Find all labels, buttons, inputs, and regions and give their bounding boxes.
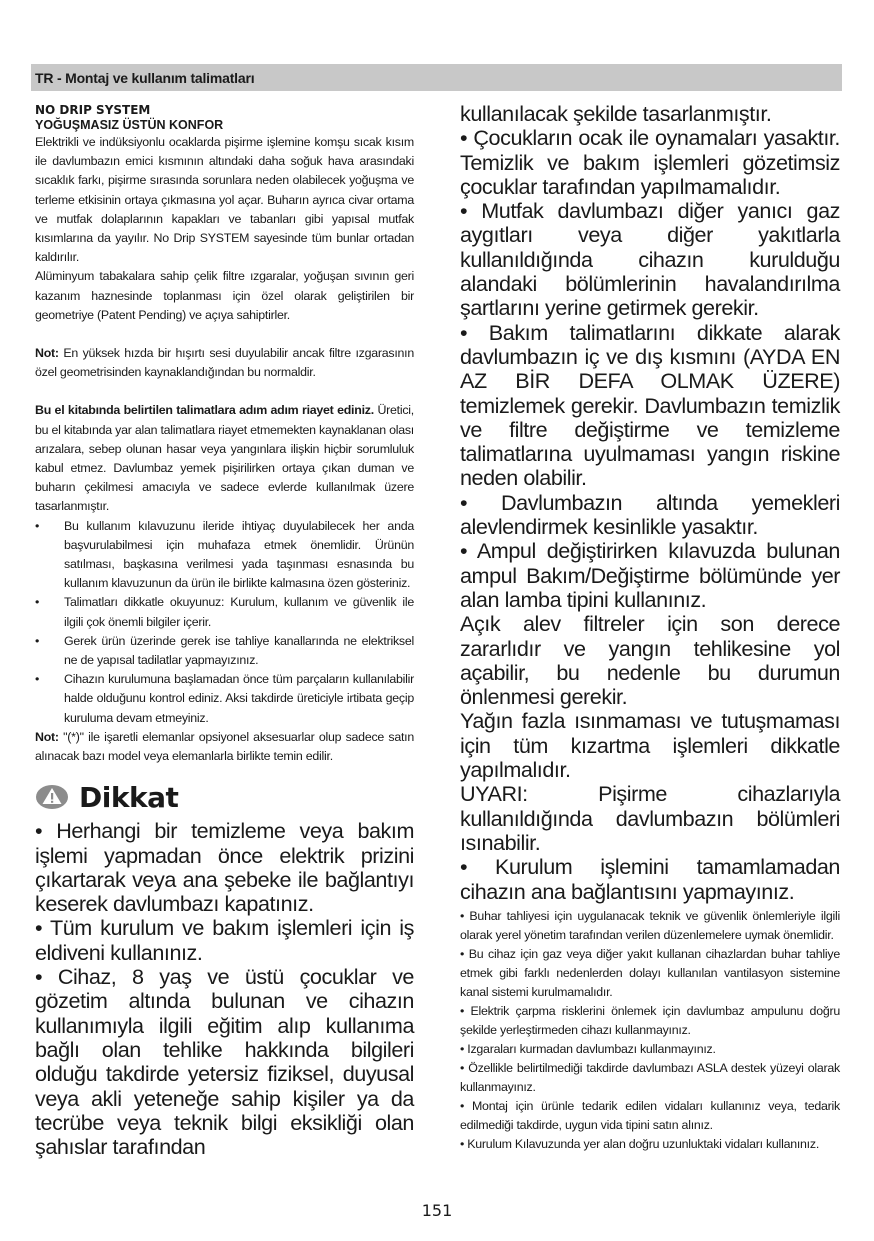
- warning-paragraph: • Cihaz, 8 yaş ve üstü çocuklar ve gözetim altında bulunan ve cihazın kullanımıyla ilgili eğitim alıp kullanıma bağlı olan tehlike hakkında bilgileri olduğu takdirde yetersiz fiziksel, duyusal veya akli yeteneğe sahip kişiler ya da tecrübe veya teknik bilgi eksikliği olan şahıslar tarafından: [35, 964, 414, 1160]
- instructions-text: Üretici, bu el kitabında yar alan talimatlara riayet etmemekten kaynaklanan olası arızalara, sebep olunan hasar veya yangınlara ilişkin hiçbir sorumluluk kabul etmez. Davlumbaz yemek pişirilirken ortaya çıkan duman ve buharın çekilmesi amacıyla ve sadece evlerde kullanılmak üzere tasarlanmıştır.: [35, 403, 414, 514]
- bullet-marker: •: [35, 672, 40, 687]
- note-label: Not:: [35, 346, 59, 361]
- safety-item: • Kurulum Kılavuzunda yer alan doğru uzunluktaki vidaları kullanınız.: [460, 1136, 820, 1151]
- page-number: 151: [421, 1201, 453, 1220]
- list-item: • Talimatları dikkatle okuyunuz: Kurulum, kullanım ve güvenlik ile ilgili çok önemli bilgiler içerir.: [35, 595, 414, 629]
- bullet-marker: •: [35, 518, 40, 533]
- warning-paragraph: Yağın fazla ısınmaması ve tutuşmaması için tüm kızartma işlemleri dikkatle yapılmalıdır.: [460, 708, 840, 783]
- header-bar: [31, 64, 842, 91]
- left-column: [35, 103, 414, 1159]
- page-title: TR - Montaj ve kullanım talimatları: [35, 70, 255, 86]
- system-title: NO DRIP SYSTEM: [35, 103, 151, 117]
- warning-paragraph: • Tüm kurulum ve bakım işlemleri için iş eldiveni kullanınız.: [35, 915, 414, 965]
- safety-item: • Izgaraları kurmadan davlumbazı kullanmayınız.: [460, 1041, 716, 1056]
- warning-paragraph: • Çocukların ocak ile oynamaları yasaktır. Temizlik ve bakım işlemleri gözetimsiz çocuklar tarafından yapılmamalıdır.: [460, 125, 840, 199]
- system-paragraph-1: Elektrikli ve indüksiyonlu ocaklarda pişirme işlemine komşu sıcak kısım ile davlumbazın emici kısmının altındaki daha soğuk hava arasındaki sıcaklık farkı, pişirme sırasında sorunlara neden olabilecek yoğuşma ve terleme etkisinin ortaya çıkmasına yol açar. Buharın ayrıca civar ortama ve mutfak dolaplarının kapakları ve tabanları gibi yapısal mutfak kısımlarına da yayılır. No Drip SYSTEM sayesinde tüm bunlar ortadan kaldırılır.: [35, 135, 414, 265]
- note-text: "(*)" ile işaretli elemanlar opsiyonel aksesuarlar olup sadece satın alınacak bazı model veya elemanlarla birlikte temin edilir.: [35, 729, 414, 764]
- instruction-bullet-list: [35, 517, 414, 728]
- note-label: Not:: [35, 729, 59, 744]
- warning-paragraph: • Kurulum işlemini tamamlamadan cihazın ana bağlantısını yapmayınız.: [460, 854, 840, 904]
- note-optional-items: [35, 728, 414, 766]
- warning-paragraph: • Herhangi bir temizleme veya bakım işlemi yapmadan önce elektrik prizini çıkartarak veya ana şebeke ile bağlantıyı keserek davlumbazı kapatınız.: [35, 818, 414, 917]
- bullet-marker: •: [35, 595, 40, 610]
- safety-item: • Elektrik çarpma risklerini önlemek için davlumbaz ampulunu doğru şekilde yerleştirmeden cihazı kullanmayınız.: [460, 1003, 840, 1037]
- instructions-paragraph: [35, 401, 414, 516]
- warning-paragraph: • Ampul değiştirirken kılavuzda bulunan ampul Bakım/Değiştirme bölümünde yer alan lamba tipini kullanınız.: [460, 538, 840, 612]
- warning-heading: [35, 779, 414, 815]
- system-subtitle: YOĞUŞMASIZ ÜSTÜN KONFOR: [35, 118, 224, 132]
- safety-item: • Montaj için ürünle tedarik edilen vidaları kullanınız veya, tedarik edilmediği takdirde, uygun vida tipini satın alınız.: [460, 1098, 840, 1132]
- warning-paragraph: kullanılacak şekilde tasarlanmıştır.: [460, 101, 772, 126]
- list-item: • Cihazın kurulumuna başlamadan önce tüm parçaların kullanılabilir halde olduğunu kontrol ediniz. Aksi takdirde üreticiyle irtibata geçip kuruluma devam etmeyiniz.: [35, 672, 414, 725]
- instructions-bold: Bu el kitabında belirtilen talimatlara adım adım riayet ediniz.: [35, 403, 374, 418]
- system-paragraph-2: Alüminyum tabakalara sahip çelik filtre ızgaralar, yoğuşan sıvının geri kazanım haznesinde toplanması için özel olarak geliştirilen bir geometriye (Patent Pending) ve açıya sahiptirler.: [35, 269, 414, 322]
- note-noise: [35, 344, 414, 382]
- safety-item: • Buhar tahliyesi için uygulanacak teknik ve güvenlik önlemleriyle ilgili olarak yerel yönetim tarafından verilen düzenlemelere uymak önemlidir.: [460, 908, 840, 942]
- list-item: • Gerek ürün üzerinde gerek ise tahliye kanallarında ne elektriksel ne de yapısal tadilatlar yapmayızınız.: [35, 633, 414, 668]
- warning-paragraph: UYARI: Pişirme cihazlarıyla kullanıldığında davlumbazın bölümleri ısınabilir.: [460, 781, 840, 855]
- warning-paragraph: Açık alev filtreler için son derece zararlıdır ve yangın tehlikesine yol açabilir, bu nedenle bu durumun önlenmesi gerekir.: [460, 611, 840, 710]
- warning-paragraph: • Mutfak davlumbazı diğer yanıcı gaz aygıtları veya diğer yakıtlarla kullanıldığında cihazın kurulduğu alandaki bölümlerinin havalandırılma şartlarını yerine getirmek gerekir.: [460, 198, 840, 321]
- right-column: [460, 102, 840, 1154]
- note-text: En yüksek hızda bir hışırtı sesi duyulabilir ancak filtre ızgarasının özel geometrisinden kaynaklandığından bu normaldir.: [35, 346, 414, 380]
- warning-paragraph: • Bakım talimatlarını dikkate alarak davlumbazın iç ve dış kısmını (AYDA EN AZ BİR DEFA OLMAK ÜZERE) temizlemek gerekir. Davlumbazın temizlik ve filtre değiştirme ve temizleme talimatlarına uyulmaması yangın riskine neden olabilir.: [460, 319, 840, 491]
- warning-icon: [35, 784, 69, 810]
- warning-paragraph: • Davlumbazın altında yemekleri alevlendirmek kesinlikle yasaktır.: [460, 489, 840, 540]
- safety-item: • Özellikle belirtilmediği takdirde davlumbazı ASLA destek yüzeyi olarak kullanmayınız.: [460, 1060, 840, 1094]
- warning-title: Dikkat: [79, 780, 179, 814]
- safety-item: • Bu cihaz için gaz veya diğer yakıt kullanan cihazlardan buhar tahliye etmek gibi farklı nedenlerden dolayı kullanılan vantilasyon sistemine kanal sistemi kurulmamalıdır.: [460, 946, 840, 999]
- list-item: • Bu kullanım kılavuzunu ileride ihtiyaç duyulabilecek her anda başvurulabilmesi için muhafaza etmek önemlidir. Ürünün satılması, başkasına verilmesi yada taşınması esnasında bu kullanım klavuzunun da ürün ile birlikte kalmasına özen gösteriniz.: [35, 518, 414, 591]
- bullet-marker: •: [35, 633, 40, 648]
